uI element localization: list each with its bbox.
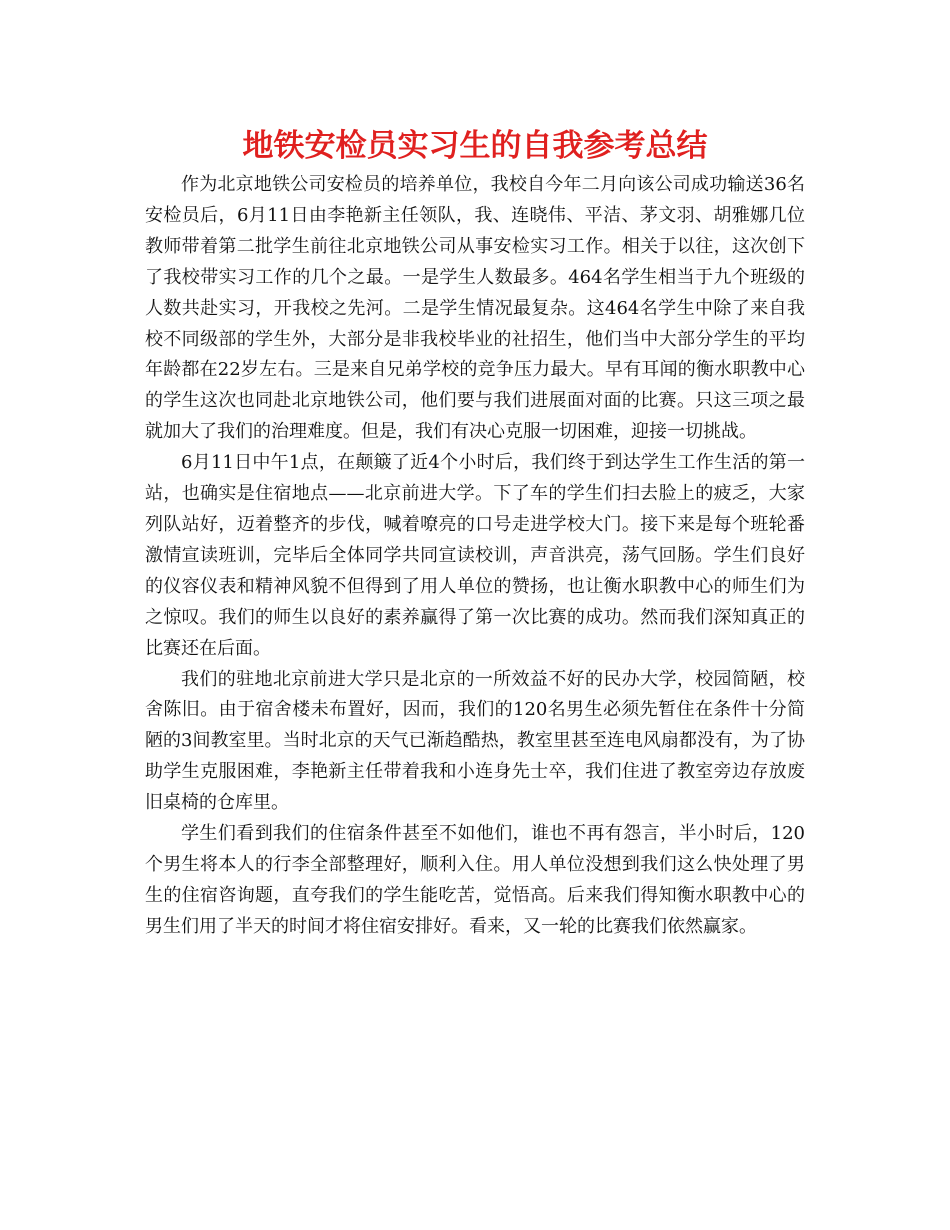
paragraph: 我们的驻地北京前进大学只是北京的一所效益不好的民办大学，校园简陋，校舍陈旧。由于宿舍楼未布置好，因而，我们的120名男生必须先暂住在条件十分简陋的3间教室里。当时北京的天气已渐趋酷热，教室里甚至连电风扇都没有，为了协助学生克服困难，李艳新主任带着我和小连身先士卒，我们住进了教室旁边存放废旧桌椅的仓库里。 bbox=[145, 668, 805, 814]
document-title: 地铁安检员实习生的自我参考总结 bbox=[242, 128, 708, 164]
document-body bbox=[145, 170, 805, 943]
paragraph: 作为北京地铁公司安检员的培养单位，我校自今年二月向该公司成功输送36名安检员后，6月11日由李艳新主任领队，我、连晓伟、平洁、茅文羽、胡雅娜几位教师带着第二批学生前往北京地铁公司从事安检实习工作。相关于以往，这次创下了我校带实习工作的几个之最。一是学生人数最多。464名学生相当于九个班级的人数共赴实习，开我校之先河。二是学生情况最复杂。这464名学生中除了来自我校不同级部的学生外，大部分是非我校毕业的社招生，他们当中大部分学生的平均年龄都在22岁左右。三是来自兄弟学校的竞争压力最大。早有耳闻的衡水职教中心的学生这次也同赴北京地铁公司，他们要与我们进展面对面的比赛。只这三项之最就加大了我们的治理难度。但是，我们有决心克服一切困难，迎接一切挑战。 bbox=[145, 174, 805, 443]
paragraph: 6月11日中午1点，在颠簸了近4个小时后，我们终于到达学生工作生活的第一站，也确实是住宿地点——北京前进大学。下了车的学生们扫去脸上的疲乏，大家列队站好，迈着整齐的步伐，喊着嘹亮的口号走进学校大门。接下来是每个班轮番激情宣读班训，完毕后全体同学共同宣读校训，声音洪亮，荡气回肠。学生们良好的仪容仪表和精神风貌不但得到了用人单位的赞扬，也让衡水职教中心的师生们为之惊叹。我们的师生以良好的素养赢得了第一次比赛的成功。然而我们深知真正的比赛还在后面。 bbox=[145, 452, 805, 659]
paragraph: 学生们看到我们的住宿条件甚至不如他们，谁也不再有怨言，半小时后，120个男生将本人的行李全部整理好，顺利入住。用人单位没想到我们这么快处理了男生的住宿咨询题，直夸我们的学生能吃苦，觉悟高。后来我们得知衡水职教中心的男生们用了半天的时间才将住宿安排好。看来，又一轮的比赛我们依然赢家。 bbox=[145, 823, 805, 937]
